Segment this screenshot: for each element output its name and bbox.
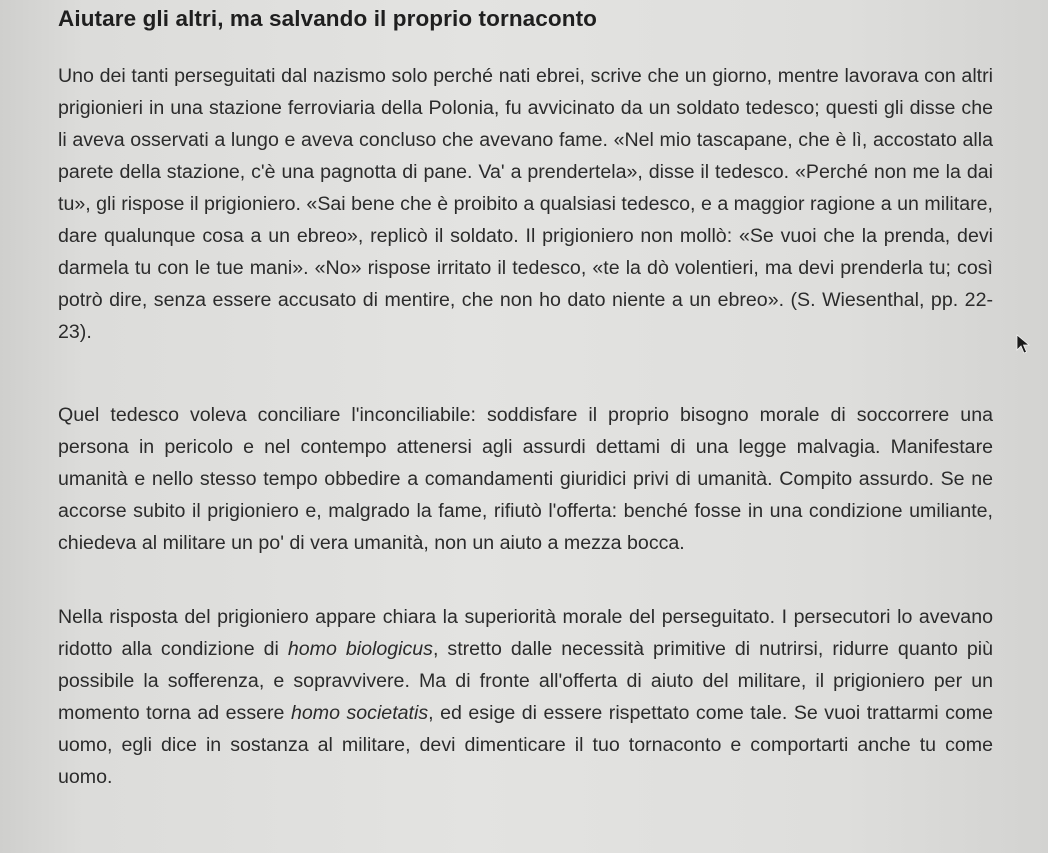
paragraph-text: Uno dei tanti perseguitati dal nazismo solo perché nati ebrei, scrive che un giorno, mentre lavorava con altri prigionieri in una stazione ferroviaria della Polonia, fu avvicinato da un soldato tedesco; questi gli disse che li aveva osservati a lungo e aveva concluso che avevano fame. «Nel mio tascapane, che è lì, accostato alla parete della stazione, c'è una pagnotta di pane. Va' a prendertela», disse il tedesco. «Perché non me la dai tu», gli rispose il prigioniero. «Sai bene che è proibito a qualsiasi tedesco, e a maggior ragione a un militare, dare qualunque cosa a un ebreo», replicò il soldato. Il prigioniero non mollò: «Se vuoi che la prenda, devi darmela tu con le tue mani». «No» rispose irritato il tedesco, «te la dò volentieri, ma devi prenderla tu; così potrò dire, senza essere accusato di mentire, che non ho dato niente a un ebreo». (S. Wiesenthal, pp. 22-23). [58, 65, 993, 343]
paragraph-analysis [58, 399, 993, 559]
document-title: Aiutare gli altri, ma salvando il proprio tornaconto [58, 6, 598, 31]
paragraph-text: , ed esige di essere rispettato come tale. Se vuoi trattarmi come uomo, egli dice in sostanza al militare, devi dimenticare il tuo tornaconto e comportarti anche tu come uomo. [58, 702, 994, 788]
paragraph-conclusion [58, 601, 993, 793]
latin-term-homo-societatis: homo societatis [290, 702, 429, 724]
paragraph-text: Nella risposta del prigioniero appare chiara la superiorità morale del perseguitato. I persecutori lo avevano ridotto alla condizione di [58, 606, 993, 660]
paragraph-story [58, 60, 993, 348]
paragraph-text: , stretto dalle necessità primitive di nutrirsi, ridurre quanto più possibile la sofferenza, e sopravvivere. Ma di fronte all'offerta di aiuto del militare, il prigioniero per un momento torna ad essere [58, 638, 993, 724]
arrow-pointer-icon [1016, 334, 1030, 354]
latin-term-homo-biologicus: homo biologicus [287, 638, 433, 660]
paragraph-text: Quel tedesco voleva conciliare l'inconciliabile: soddisfare il proprio bisogno morale di soccorrere una persona in pericolo e nel contempo attenersi agli assurdi dettami di una legge malvagia. Manifestare umanità e nello stesso tempo obbedire a comandamenti giuridici privi di umanità. Compito assurdo. Se ne accorse subito il prigioniero e, malgrado la fame, rifiutò l'offerta: benché fosse in una condizione umiliante, chiedeva al militare un po' di vera umanità, non un aiuto a mezza bocca. [58, 404, 993, 554]
